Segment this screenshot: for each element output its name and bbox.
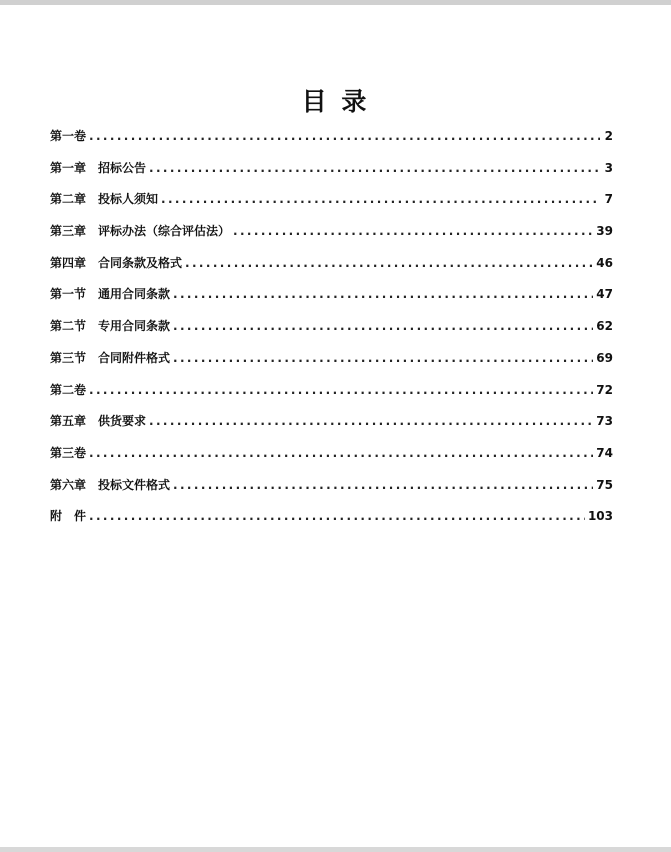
toc-leader-dots — [173, 284, 593, 304]
toc-leader-dots — [89, 380, 593, 400]
toc-entry-label: 第三章 评标办法（综合评估法） — [50, 224, 231, 239]
toc-entry-label: 第一卷 — [50, 129, 87, 143]
toc-entry-label: 第三卷 — [50, 445, 87, 460]
toc-entry[interactable] — [50, 126, 613, 158]
toc-page-number: 72 — [596, 382, 613, 397]
toc-entry-label: 第三节 合同附件格式 — [50, 350, 171, 365]
toc-leader-dots — [173, 475, 593, 495]
toc-page-number: 74 — [596, 445, 613, 460]
toc-page-number: 75 — [596, 477, 613, 492]
toc-leader-dots — [173, 348, 593, 368]
toc-leader-dots — [233, 221, 593, 241]
toc-entry-label: 第一节 通用合同条款 — [50, 287, 171, 302]
toc-entry[interactable] — [50, 443, 613, 475]
toc-entry-label: 第六章 投标文件格式 — [50, 477, 171, 492]
toc-page-number: 73 — [596, 414, 613, 429]
toc-entry[interactable] — [50, 189, 613, 221]
toc-page-number: 39 — [596, 224, 613, 239]
toc-leader-dots — [149, 411, 593, 431]
toc-leader-dots — [89, 443, 593, 463]
page-top-border — [0, 0, 671, 5]
toc-page-number: 7 — [604, 192, 613, 207]
toc-leader-dots — [185, 253, 593, 273]
toc-entry-label: 第二卷 — [50, 382, 87, 397]
toc-leader-dots — [149, 158, 600, 178]
page-title: 目 录 — [301, 87, 370, 116]
toc-entry[interactable] — [50, 380, 613, 412]
toc-leader-dots — [161, 189, 600, 209]
toc-page-number: 103 — [587, 509, 613, 524]
toc-page-number: 2 — [604, 129, 613, 143]
toc-entry-label: 第一章 招标公告 — [50, 160, 147, 175]
toc-entry-label: 第二节 专用合同条款 — [50, 319, 171, 334]
toc-entry[interactable] — [50, 411, 613, 443]
toc-leader-dots — [89, 506, 585, 526]
toc-entry-label: 附 件 — [50, 509, 87, 524]
toc-entry[interactable] — [50, 475, 613, 507]
toc-entry[interactable] — [50, 348, 613, 380]
toc-entry-label: 第二章 投标人须知 — [50, 192, 159, 207]
toc-entry[interactable] — [50, 316, 613, 348]
toc-leader-dots — [173, 316, 593, 336]
page-bottom-border — [0, 847, 671, 852]
toc-page-number: 69 — [596, 350, 613, 365]
toc-entry[interactable] — [50, 221, 613, 253]
toc-page-number: 47 — [596, 287, 613, 302]
toc-page-number: 62 — [596, 319, 613, 334]
toc-entry-label: 第四章 合同条款及格式 — [50, 255, 183, 270]
toc-entry-label: 第五章 供货要求 — [50, 414, 147, 429]
table-of-contents — [50, 126, 613, 538]
toc-entry[interactable] — [50, 253, 613, 285]
toc-page-number: 3 — [604, 160, 613, 175]
toc-entry[interactable] — [50, 284, 613, 316]
toc-entry[interactable] — [50, 506, 613, 538]
toc-page-number: 46 — [596, 255, 613, 270]
toc-leader-dots — [89, 126, 600, 146]
toc-entry[interactable] — [50, 158, 613, 190]
